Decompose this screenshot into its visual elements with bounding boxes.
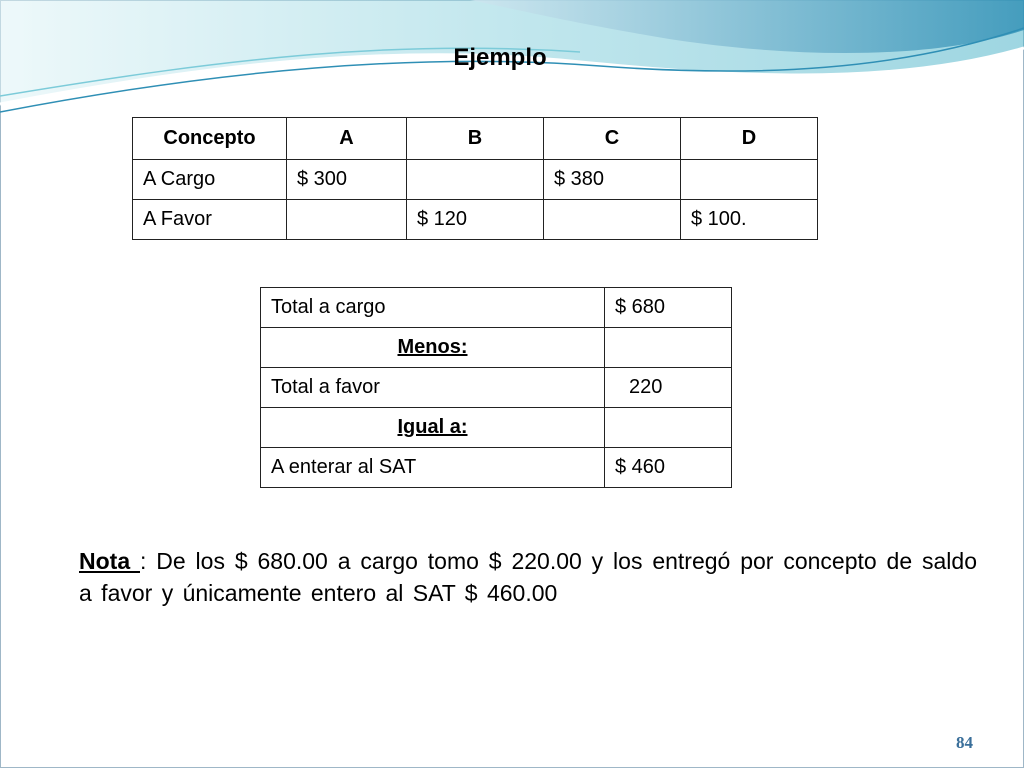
note-text: : De los $ 680.00 a cargo tomo $ 220.00 y los entregó por concepto de saldo a favor y únicamente entero al SAT $ 460.00 — [79, 548, 978, 606]
igual-a-amount — [605, 408, 732, 448]
table-row — [261, 328, 732, 368]
a-enterar-amount: $ 460 — [605, 448, 732, 488]
page-number: 84 — [956, 733, 973, 752]
header-concepto: Concepto — [133, 118, 287, 160]
menos-amount — [605, 328, 732, 368]
table-cell — [681, 160, 818, 200]
table-cell — [407, 160, 544, 200]
total-a-favor-amount: 220 — [605, 368, 732, 408]
note-paragraph — [79, 545, 977, 609]
table-row — [261, 448, 732, 488]
header-c: C — [544, 118, 681, 160]
table-cell: A Cargo — [133, 160, 287, 200]
table-row — [133, 160, 818, 200]
header-d: D — [681, 118, 818, 160]
a-enterar-label: A enterar al SAT — [261, 448, 605, 488]
table-cell: $ 300 — [287, 160, 407, 200]
header-a: A — [287, 118, 407, 160]
note-label: Nota — [79, 548, 140, 574]
table-row — [261, 408, 732, 448]
total-a-favor-label: Total a favor — [261, 368, 605, 408]
igual-a-label: Igual a: — [261, 408, 605, 448]
menos-label: Menos: — [261, 328, 605, 368]
table-header-row — [133, 118, 818, 160]
table-row — [133, 200, 818, 240]
total-a-cargo-amount: $ 680 — [605, 288, 732, 328]
table-row — [261, 288, 732, 328]
table-cell: $ 100. — [681, 200, 818, 240]
table-cell — [287, 200, 407, 240]
table-cell: $ 120 — [407, 200, 544, 240]
slide-title: Ejemplo — [453, 44, 547, 71]
total-a-cargo-label: Total a cargo — [261, 288, 605, 328]
table-cell — [544, 200, 681, 240]
table-cell: $ 380 — [544, 160, 681, 200]
concept-table — [132, 117, 818, 240]
table-row — [261, 368, 732, 408]
totals-table — [260, 287, 732, 488]
header-b: B — [407, 118, 544, 160]
table-cell: A Favor — [133, 200, 287, 240]
